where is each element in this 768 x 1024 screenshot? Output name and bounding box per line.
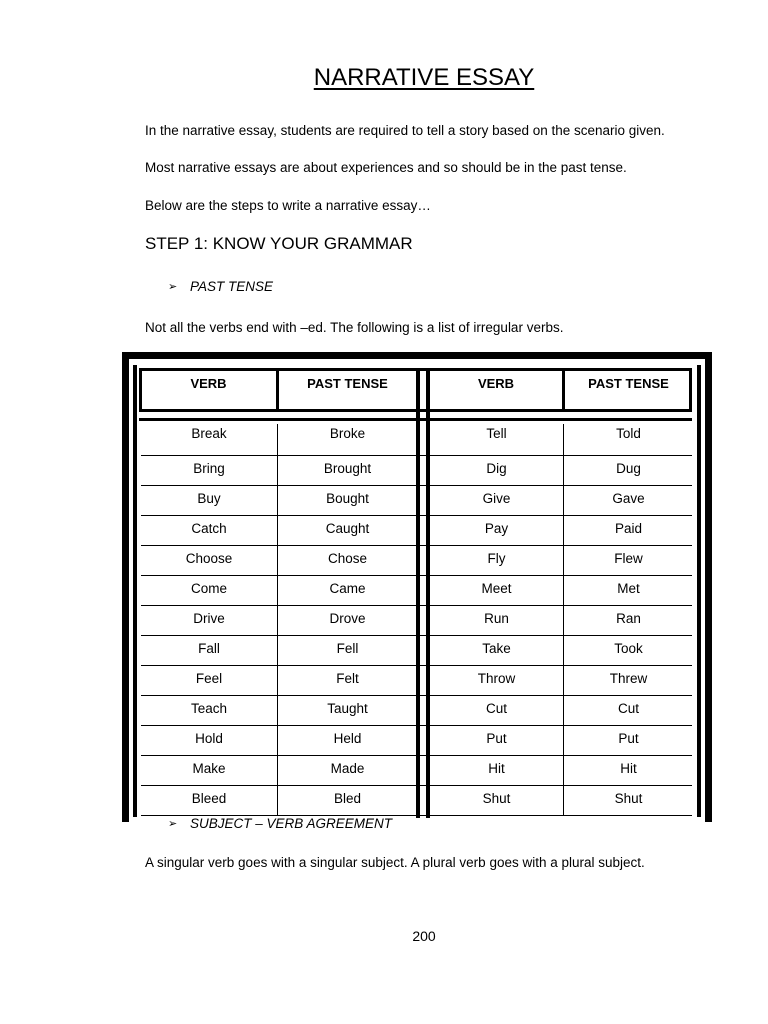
verb-cell: Tell (486, 426, 507, 441)
header-past-tense-1: PAST TENSE (307, 376, 388, 391)
past-tense-cell: Flew (614, 551, 643, 566)
past-tense-cell: Taught (327, 701, 368, 716)
past-tense-cell: Fell (336, 641, 359, 656)
verb-cell: Shut (482, 791, 511, 806)
verb-cell: Fall (198, 641, 220, 656)
past-tense-cell: Held (333, 731, 362, 746)
bullet-past-tense-label: PAST TENSE (190, 279, 274, 294)
past-tense-cell: Dug (616, 461, 641, 476)
past-tense-cell: Caught (325, 521, 370, 536)
bullet-subject-verb (168, 816, 392, 831)
verb-cell: Drive (193, 611, 225, 626)
verb-cell: Break (191, 426, 227, 441)
intro-paragraph-1: In the narrative essay, students are required to tell a story based on the scenario given. (145, 123, 665, 138)
past-tense-cell: Bled (333, 791, 362, 806)
verb-cell: Buy (197, 491, 221, 506)
irregular-intro: Not all the verbs end with –ed. The following is a list of irregular verbs. (145, 320, 564, 335)
arrow-bullet-icon: ➢ (168, 818, 178, 830)
intro-paragraph-2: Most narrative essays are about experiences and so should be in the past tense. (145, 160, 627, 175)
verb-cell: Come (190, 581, 227, 596)
verb-cell: Make (192, 761, 226, 776)
verb-cell: Hit (488, 761, 505, 776)
past-tense-cell: Made (330, 761, 365, 776)
bullet-subject-verb-label: SUBJECT – VERB AGREEMENT (190, 816, 393, 831)
header-band (139, 418, 692, 426)
verb-cell: Choose (185, 551, 233, 566)
past-tense-cell: Chose (327, 551, 368, 566)
past-tense-cell: Met (617, 581, 640, 596)
verb-cell: Put (486, 731, 507, 746)
header-past-tense-2: PAST TENSE (588, 376, 669, 391)
past-tense-cell: Gave (612, 491, 645, 506)
verb-cell: Bleed (191, 791, 227, 806)
header-verb-1: VERB (190, 376, 227, 391)
past-tense-cell: Came (329, 581, 366, 596)
header-verb-2: VERB (477, 376, 515, 391)
past-tense-cell: Hit (620, 761, 637, 776)
verb-cell: Throw (477, 671, 516, 686)
verb-cell: Pay (484, 521, 509, 536)
verb-cell: Teach (190, 701, 228, 716)
past-tense-cell: Paid (614, 521, 643, 536)
verb-cell: Dig (486, 461, 507, 476)
page-number: 200 (412, 928, 436, 944)
past-tense-cell: Shut (614, 791, 643, 806)
verb-cell: Meet (481, 581, 512, 596)
bullet-past-tense (168, 279, 273, 294)
verb-cell: Fly (487, 551, 506, 566)
step1-heading: STEP 1: KNOW YOUR GRAMMAR (145, 234, 413, 253)
past-tense-cell: Bought (326, 491, 369, 506)
table-inner-left-border (133, 365, 137, 817)
past-tense-cell: Broke (329, 426, 366, 441)
verb-cell: Give (482, 491, 511, 506)
past-tense-cell: Threw (609, 671, 648, 686)
intro-paragraph-3: Below are the steps to write a narrative essay… (145, 198, 431, 213)
past-tense-cell: Felt (336, 671, 359, 686)
agreement-text: A singular verb goes with a singular subject. A plural verb goes with a plural subject. (145, 855, 645, 870)
past-tense-cell: Ran (616, 611, 641, 626)
verb-cell: Take (482, 641, 511, 656)
page-title: NARRATIVE ESSAY (313, 64, 535, 91)
verb-cell: Bring (193, 461, 225, 476)
past-tense-cell: Took (614, 641, 643, 656)
table-inner-right-border (697, 365, 701, 817)
verb-cell: Feel (195, 671, 223, 686)
past-tense-cell: Brought (323, 461, 372, 476)
verb-cell: Cut (485, 701, 507, 716)
verb-cell: Catch (191, 521, 227, 536)
past-tense-cell: Cut (617, 701, 639, 716)
past-tense-cell: Drove (329, 611, 366, 626)
past-tense-cell: Put (618, 731, 639, 746)
verb-cell: Run (484, 611, 509, 626)
arrow-bullet-icon: ➢ (168, 281, 178, 293)
verb-cell: Hold (195, 731, 223, 746)
past-tense-cell: Told (616, 426, 641, 441)
